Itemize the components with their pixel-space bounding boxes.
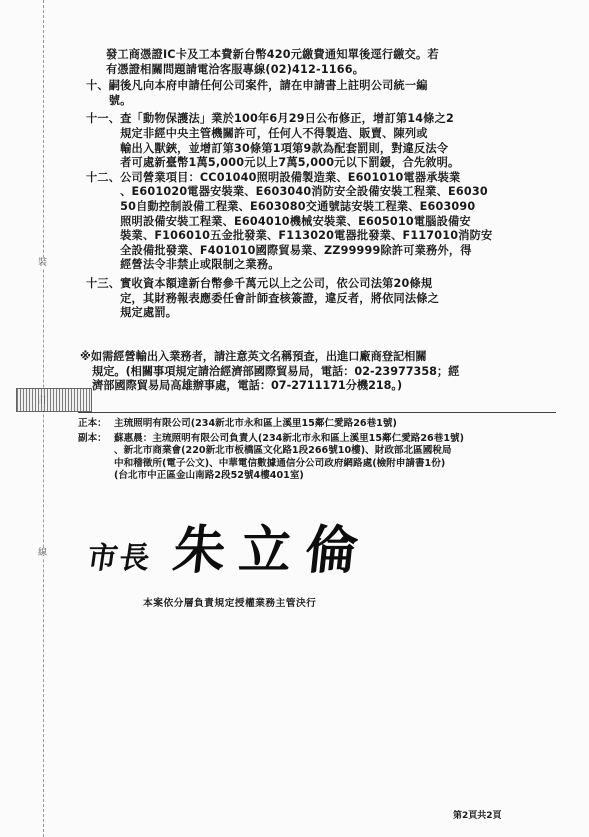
item-line: 者可處新臺幣1萬5,000元以上7萬5,000元以下罰鍰，合先敘明。: [120, 156, 460, 170]
item-line: 實收資本額達新台幣參千萬元以上之公司，依公司法第20條規: [120, 276, 433, 290]
signature-name: 朱立倫: [170, 520, 375, 581]
note-line: 濟部國際貿易局高雄辦事處，電話：07-2711171分機218。): [92, 379, 403, 393]
signature-title: 市長: [85, 541, 154, 576]
item-line: 公司營業項目：CC01040照明設備製造業、E601010電器承裝業: [120, 170, 461, 184]
distribution-list: [78, 418, 558, 483]
copy-line: (台北市中正區金山南路2段52號4樓401室): [114, 470, 304, 482]
item-line: 查「動物保護法」業於100年6月29日公布修正，增訂第14條之2: [120, 112, 454, 126]
item-line: 照明設備安裝工程業、E604010機械安裝業、E605010電腦設備安: [120, 214, 471, 228]
copy-line: 蘇惠晨：主琉照明有限公司負責人(234新北市永和區上溪里15鄰仁愛路26巷1號): [114, 432, 464, 444]
item-text: [120, 277, 556, 321]
copy-label: 副本：: [78, 432, 107, 444]
copy-line: 中和稽徵所(電子公文)、中華電信數據通信分公司政府網路處(檢附申請書1份): [114, 457, 446, 469]
item-number: 十三、: [86, 276, 121, 290]
item-line: 號。: [108, 93, 132, 107]
item-line: 經營法令非禁止或限制之業務。: [120, 258, 280, 272]
copy-recipients: [78, 433, 558, 483]
page-number: 第2頁共2頁: [453, 811, 502, 821]
original-recipient: [78, 418, 558, 431]
item-line: 、E601020電器安裝業、E603040消防安全設備安裝工程業、E6030: [120, 185, 488, 199]
item-line: 規定處罰。: [120, 306, 178, 320]
original-value: 主琉照明有限公司(234新北市永和區上溪里15鄰仁愛路26巷1號): [114, 418, 397, 429]
binding-mark-zhuang: 裝: [38, 258, 48, 268]
binding-mark-xian: 線: [38, 548, 48, 558]
note-line: ※如需經營輸出入業務者，請注意英文名稱預查，出進口廠商登記相關: [80, 350, 427, 363]
item-text: [120, 171, 556, 273]
item-11: [86, 112, 556, 170]
delegation-note: 本案依分層負責規定授權業務主管決行: [143, 598, 317, 609]
intro-paragraph: [86, 48, 556, 77]
document-body: [86, 48, 556, 321]
item-line: 50自動控制設備工程業、E603080交通號誌安裝工程業、E603090: [120, 199, 476, 213]
intro-line: 發工商憑證IC卡及工本費新台幣420元繳費通知單後逕行繳交。若: [106, 48, 439, 61]
item-line: 定，其財務報表應委任會計師查核簽證，違反者，將依同法條之: [120, 291, 440, 305]
item-line: 全設備批發業、F401010國際貿易業、ZZ99999除許可業務外，得: [120, 243, 472, 257]
import-export-note: [80, 350, 558, 394]
item-number: 十一、: [86, 112, 121, 126]
item-number: 十二、: [86, 170, 121, 184]
copy-value: [114, 433, 558, 483]
item-text: [120, 112, 556, 170]
item-12: [86, 171, 556, 273]
intro-line: 有憑證相關問題請電洽客服專線(02)412-1166。: [106, 62, 365, 76]
item-line: 裝業、F106010五金批發業、F113020電器批發業、F117010消防安: [120, 229, 493, 243]
item-line: 規定非經中央主管機關許可，任何人不得製造、販賣、陳列或: [120, 126, 428, 140]
item-line: 輸出入獸鋏，並增訂第30條第1項第9款為配套罰則，對違反法令: [120, 141, 449, 155]
copy-line: 、新北市商業會(220新北市板橋區文化路1段266號10樓)、財政部北區國稅局: [114, 445, 452, 457]
item-line: 嗣後凡向本府申請任何公司案件，請在申請書上註明公司統一編: [108, 79, 428, 93]
item-text: [109, 79, 556, 108]
mayor-signature: [85, 508, 375, 588]
item-10: [86, 79, 556, 108]
item-13: [86, 277, 556, 321]
note-line: 規定。(相關事項規定請洽經濟部國際貿易局，電話：02-23977358；經: [92, 364, 460, 378]
binding-line: [43, 0, 44, 837]
section-divider: [78, 412, 556, 413]
item-number: 十、: [86, 79, 109, 93]
original-label: 正本：: [78, 418, 107, 429]
